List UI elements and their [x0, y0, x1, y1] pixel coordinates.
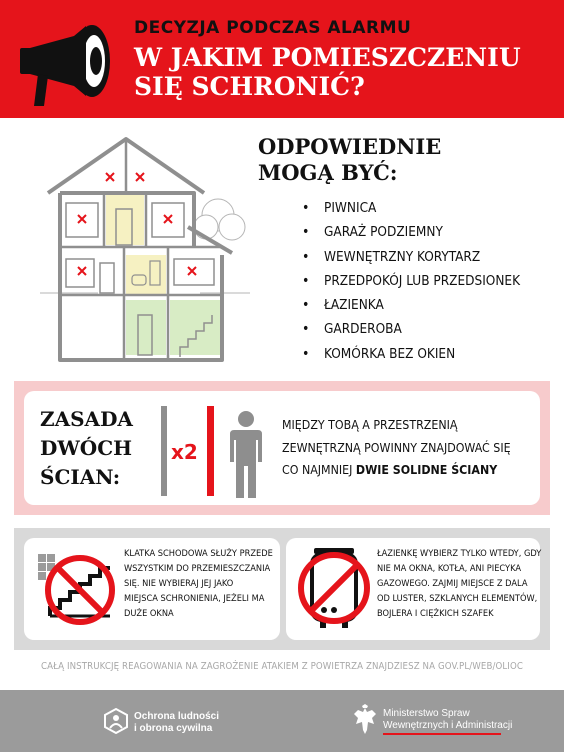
- stairs-line3: SIĘ. NIE WYBIERAJ JEJ JAKO: [124, 578, 234, 589]
- suitable-rooms-list: [302, 196, 520, 366]
- two-walls-rule-title: [40, 405, 158, 492]
- bathroom-line4: OD LUSTER, SZKLANYCH ELEMENTÓW,: [377, 593, 538, 604]
- page-title-line1: W JAKIM POMIESZCZENIU: [134, 43, 521, 72]
- ocwc-line1: Ochrona ludności: [134, 711, 220, 722]
- instruction-footnote: CAŁĄ INSTRUKCJĘ REAGOWANIA NA ZAGROŻENIE ATAKIEM Z POWIETRZA ZNAJDZIESZ NA GOV.PL/WEB/OLIOC: [41, 661, 523, 672]
- suitable-rooms-title: [258, 134, 558, 186]
- megaphone-icon: [14, 12, 114, 108]
- no-boiler-icon: [294, 542, 374, 632]
- rule-title-line2: DWÓCH: [40, 436, 133, 460]
- mswia-line1: Ministerstwo Spraw: [383, 708, 470, 719]
- house-cross-section-illustration: [40, 135, 250, 370]
- two-walls-rule-description: [282, 414, 540, 482]
- stairs-line5: DUŻE OKNA: [124, 608, 174, 619]
- no-stairs-icon: [36, 546, 116, 626]
- bathroom-line3: GAZOWEGO. ZAJMIJ MIEJSCE Z DALA: [377, 578, 528, 589]
- stairs-warning-text: [124, 546, 274, 621]
- rule-title-line3: ŚCIAN:: [40, 465, 121, 489]
- rule-text-line3: [282, 459, 540, 482]
- person-icon: [226, 410, 266, 500]
- multiplier-label: x2: [171, 440, 198, 464]
- list-item: • WEWNĘTRZNY KORYTARZ: [302, 245, 520, 269]
- rule-text-line3-bold: DWIE SOLIDNE ŚCIANY: [355, 463, 498, 477]
- stairs-line1: KLATKA SCHODOWA SŁUŻY PRZEDE: [124, 548, 273, 559]
- bathroom-line2: NIE MA OKNA, KOTŁA, ANI PIECYKA: [377, 563, 521, 574]
- page-title: [134, 43, 554, 101]
- suitable-title-line2: MOGĄ BYĆ:: [258, 160, 398, 185]
- bathroom-warning-text: [377, 546, 542, 621]
- page-title-line2: SIĘ SCHRONIĆ?: [134, 72, 365, 101]
- polish-eagle-emblem-icon: [352, 704, 378, 736]
- rule-text-line1: MIĘDZY TOBĄ A PRZESTRZENIĄ: [282, 418, 458, 432]
- civil-protection-logo-icon: [104, 708, 128, 734]
- rule-text-line3-plain: CO NAJMNIEJ: [282, 463, 356, 477]
- list-item: • PRZEDPOKÓJ LUB PRZEDSIONEK: [302, 269, 520, 293]
- stairs-line4: MIEJSCA SCHRONIENIA, JEŻELI MA: [124, 593, 265, 604]
- bathroom-line5: BOJLERA I CIĘŻKICH SZAFEK: [377, 608, 494, 619]
- list-item: • ŁAZIENKA: [302, 293, 520, 317]
- civil-protection-logo-text: [134, 711, 244, 735]
- stairs-line2: WSZYSTKIM DO PRZEMIESZCZANIA: [124, 563, 271, 574]
- ministry-logo-red-line: [383, 733, 501, 735]
- list-item: • KOMÓRKA BEZ OKIEN: [302, 342, 520, 366]
- gray-wall-bar: [161, 406, 167, 496]
- mswia-line2: Wewnętrznych i Administracji: [383, 720, 513, 731]
- list-item: • GARDEROBA: [302, 317, 520, 341]
- ocwc-line2: i obrona cywilna: [134, 723, 213, 734]
- header-subtitle: DECYZJA PODCZAS ALARMU: [134, 18, 412, 38]
- rule-text-line2: ZEWNĘTRZNĄ POWINNY ZNAJDOWAĆ SIĘ: [282, 440, 511, 455]
- list-item: • PIWNICA: [302, 196, 520, 220]
- red-wall-bar: [207, 406, 214, 496]
- ministry-logo-text: [383, 708, 533, 732]
- list-item: • GARAŻ PODZIEMNY: [302, 220, 520, 244]
- bathroom-line1: ŁAZIENKĘ WYBIERZ TYLKO WTEDY, GDY: [377, 548, 542, 559]
- rule-title-line1: ZASADA: [40, 407, 133, 431]
- suitable-title-line1: ODPOWIEDNIE: [258, 134, 442, 159]
